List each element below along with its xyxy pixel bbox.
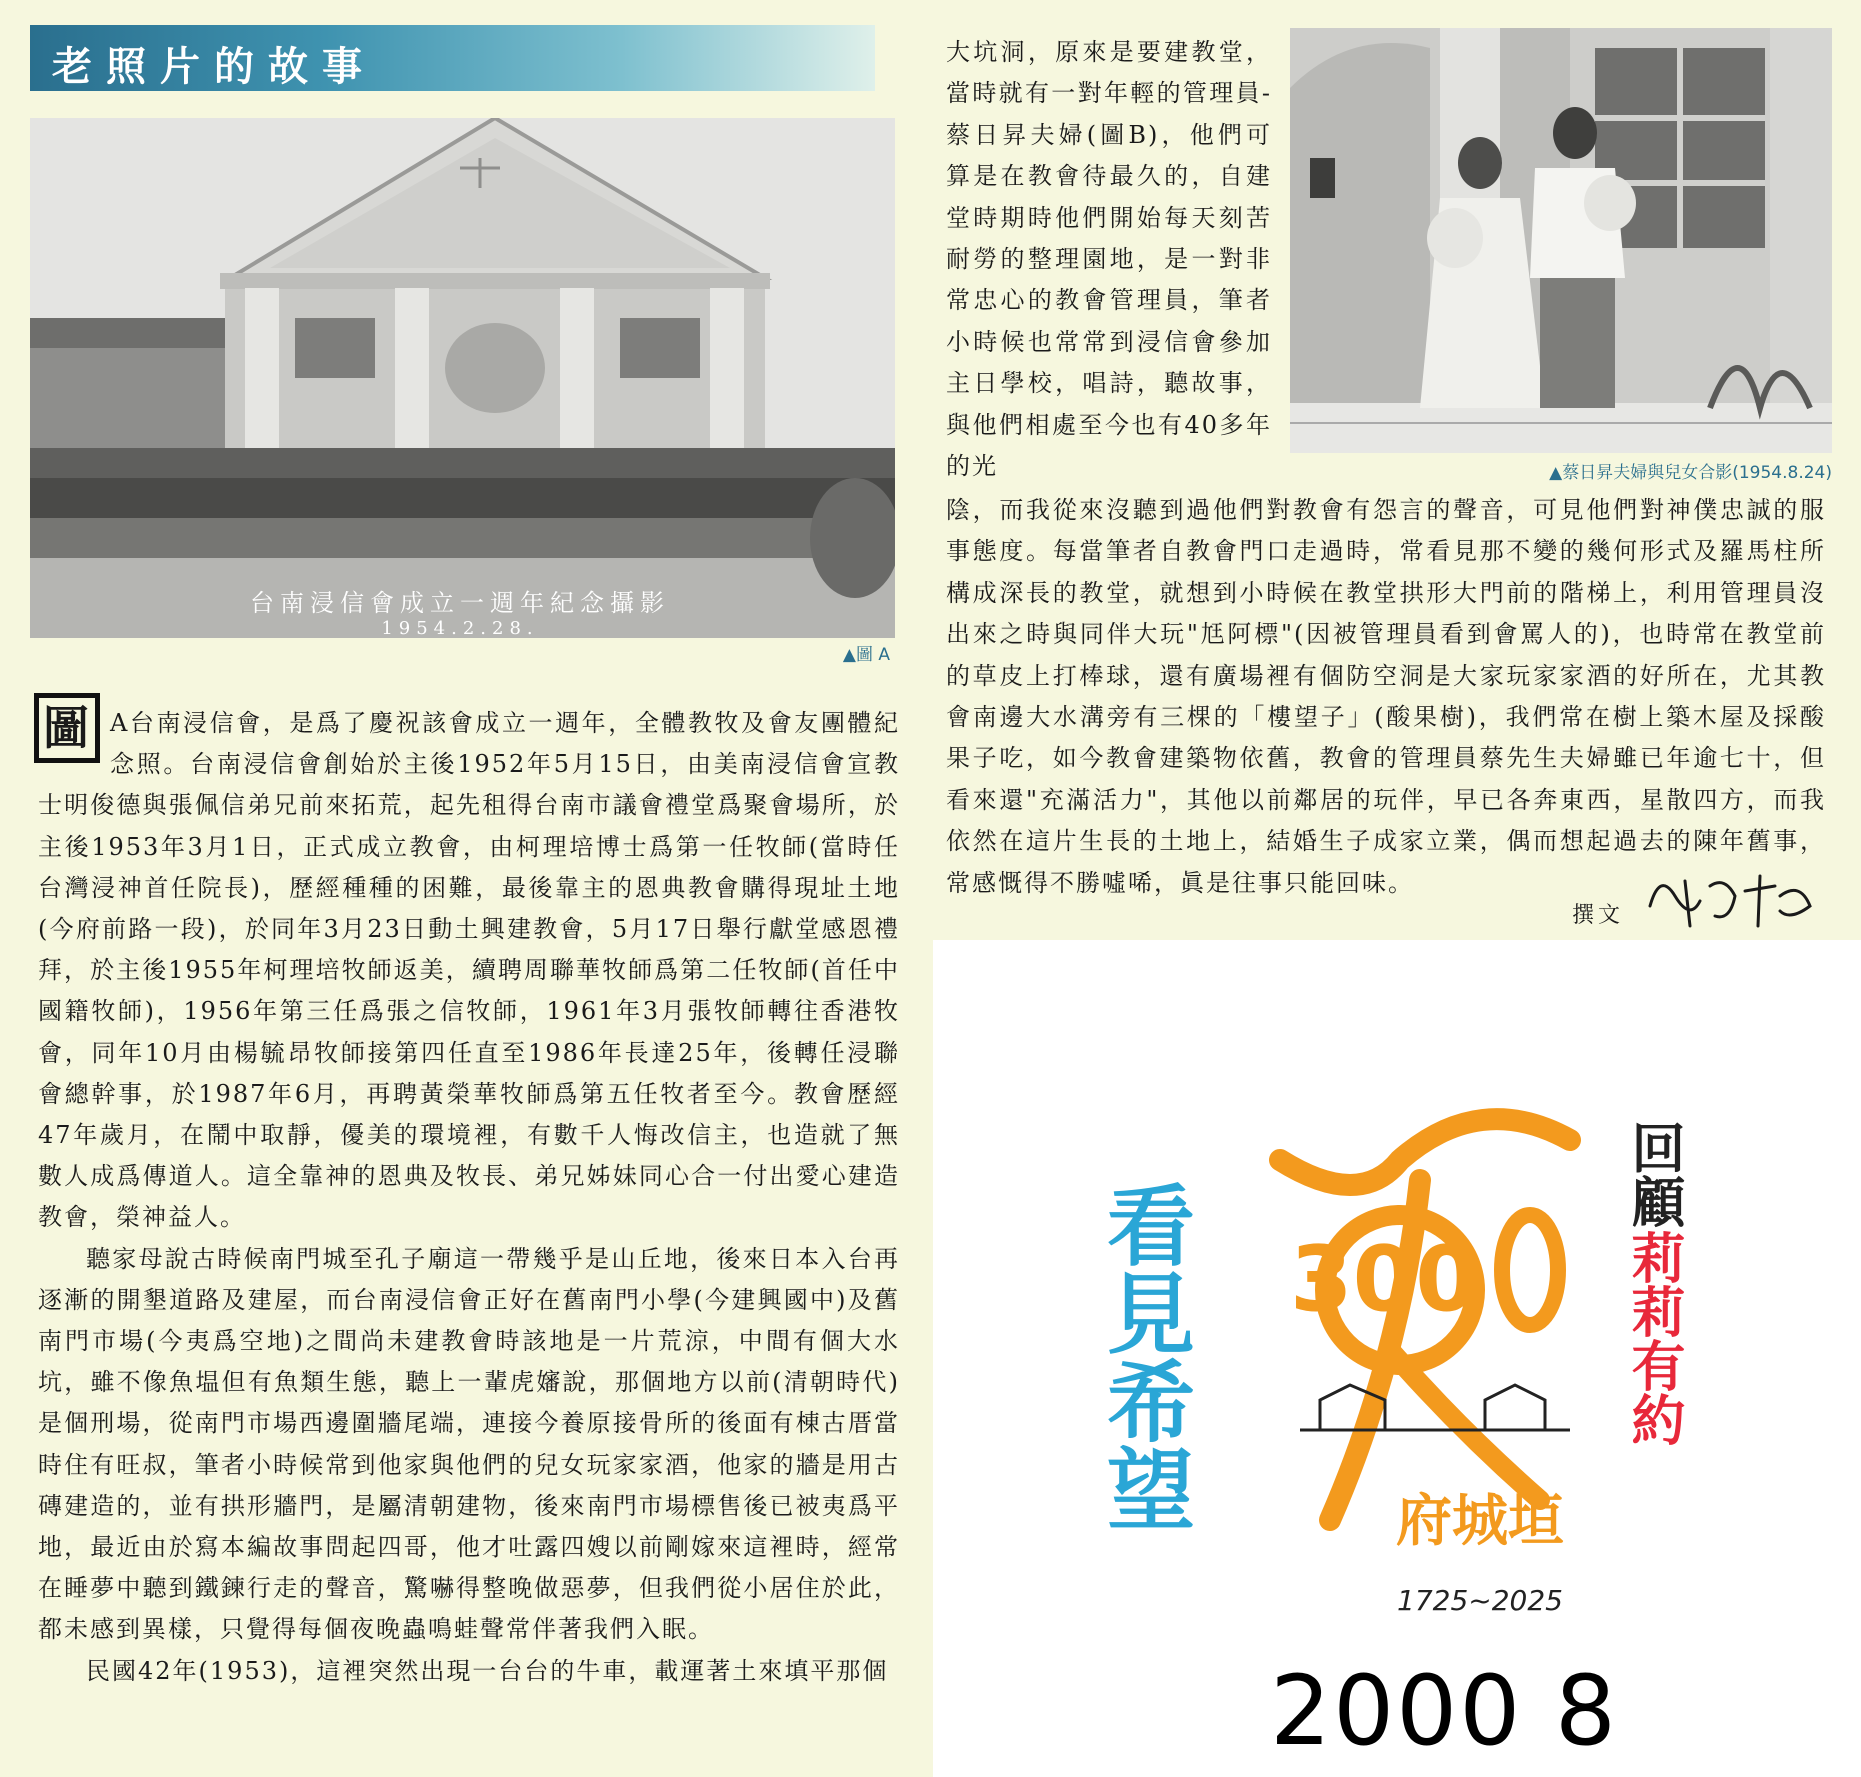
page-title: 老照片的故事 [52,44,376,90]
logo-number: 300 [1290,1227,1478,1332]
logo-years: 1725~2025 [1397,1584,1563,1617]
photo-b-caption: ▲蔡日昇夫婦與兒女合影(1954.8.24) [1549,463,1832,483]
article-right-bottom-column: 陰，而我從來沒聽到過他們對教會有怨言的聲音，可見他們對神僕忠誠的服事態度。每當筆者自教會門口走過時，常看見那不變的幾何形式及羅馬柱所構成深長的教堂，就想到小時候在教堂拱形大門前的階梯上，利用管理員沒出來之時與同伴大玩"尪阿標"(因被管理員看到會罵人的)，也時常在教堂前的草皮上打棒球，還有廣場裡有個防空洞是大家玩家家酒的好所在，尤其教會南邊大水溝旁有三棵的「樓望子」(酸果樹)，我們常在樹上築木屋及採酸果子吃，如今教會建築物依舊，教會的管理員蔡先生夫婦雖已年逾七十，但看來還"充滿活力"，其他以前鄰居的玩伴，早已各奔東西，星散四方，而我依然在這片生長的土地上，結婚生子成家立業，偶而想起過去的陳年舊事，常感慨得不勝噓唏，眞是往事只能回味。 [946,496,1826,897]
logo-text-lily: 莉莉有約 [1623,1230,1687,1446]
anniversary-logo-artwork [1100,1100,1700,1630]
article-paragraph-2: 聽家母說古時候南門城至孔子廟這一帶幾乎是山丘地，後來日本入台再逐漸的開墾道路及建屋，而台南浸信會正好在舊南門小學(今建興國中)及舊南門市場(今夷爲空地)之間尚未建教會時該地是一片荒涼，中間有個大水坑，雖不像魚塭但有魚類生態，聽上一輩虎嬸說，那個地方以前(清朝時代)是個刑場，從南門市場西邊圍牆尾端，連接今養原接骨所的後面有棟古厝當時住有旺叔，筆者小時候常到他家與他們的兒女玩家家酒，他家的牆是用古磚建造的，並有拱形牆門，是屬清朝建物，後來南門市場標售後已被夷爲平地，最近由於寫本編故事問起四哥，他才吐露四嫂以前剛嫁來這裡時，經常在睡夢中聽到鐵鍊行走的聲音，驚嚇得整晚做惡夢，但我們從小居住於此，都未感到異樣，只覺得每個夜晚蟲鳴蛙聲常伴著我們入眠。 [38,1244,900,1644]
article-paragraph-3: 民國42年(1953)，這裡突然出現一台台的牛車，載運著土來填平那個 [86,1656,889,1685]
logo-text-review: 回顧 [1623,1120,1687,1228]
issue-number: 2000 8 [1270,1655,1618,1767]
section-header [30,25,875,91]
author-signature [1640,866,1820,936]
article-paragraph-1 [38,703,900,1239]
byline-label: 撰文 [1572,903,1625,928]
paragraph-1-text: A台南浸信會，是爲了慶祝該會成立一週年，全體教牧及會友團體紀念照。台南浸信會創始於主後1952年5月15日，由美南浸信會宣教士明俊德與張佩信弟兄前來拓荒，起先租得台南市議會禮堂爲聚會場所，於主後1953年3月1日，正式成立教會，由柯理培博士爲第一任牧師(當時任台灣浸神首任院長)，歷經種種的困難，最後靠主的恩典教會購得現址土地(今府前路一段)，於同年3月23日動土興建教會，5月17日舉行獻堂感恩禮拜，於主後1955年柯理培牧師返美，續聘周聯華牧師爲第二任牧師(首任中國籍牧師)，1956年第三任爲張之信牧師，1961年3月張牧師轉往香港牧會，同年10月由楊毓昂牧師接第四任直至1986年長達25年，後轉任浸聯會總幹事，於1987年6月，再聘黃榮華牧師爲第五任牧者至今。教會歷經47年歲月，在鬧中取靜，優美的環境裡，有數千人悔改信主，也造就了無數人成爲傳道人。這全靠神的恩典及牧長、弟兄姊妹同心合一付出愛心建造教會，榮神益人。 [38,709,900,1232]
church-group-photo [30,118,895,638]
article-right-top-column: 大坑洞，原來是要建教堂，當時就有一對年輕的管理員-蔡日昇夫婦(圖B)，他們可算是在教會待最久的，自建堂時期時他們開始每天刻苦耐勞的整理園地，是一對非常忠心的教會管理員，筆者小時候也常常到浸信會參加主日學校，唱詩，聽故事，與他們相處至今也有40多年的光 [946,38,1272,481]
church-group-photo-illustration [30,118,895,638]
drop-cap: 圖 [34,693,100,763]
photo-overlay-date: 1954.2.28. [381,618,539,638]
logo-text-city-wall: 府城垣 [1396,1488,1564,1554]
couple-photo-illustration [1290,28,1832,453]
photo-a-caption: ▲圖 A [842,645,890,665]
couple-photo [1290,28,1832,453]
photo-overlay-title: 台南浸信會成立一週年紀念攝影 [250,589,670,617]
article-left-column [38,703,900,1692]
logo-text-hope: 看見希望 [1100,1180,1197,1532]
anniversary-logo [1100,1100,1700,1630]
